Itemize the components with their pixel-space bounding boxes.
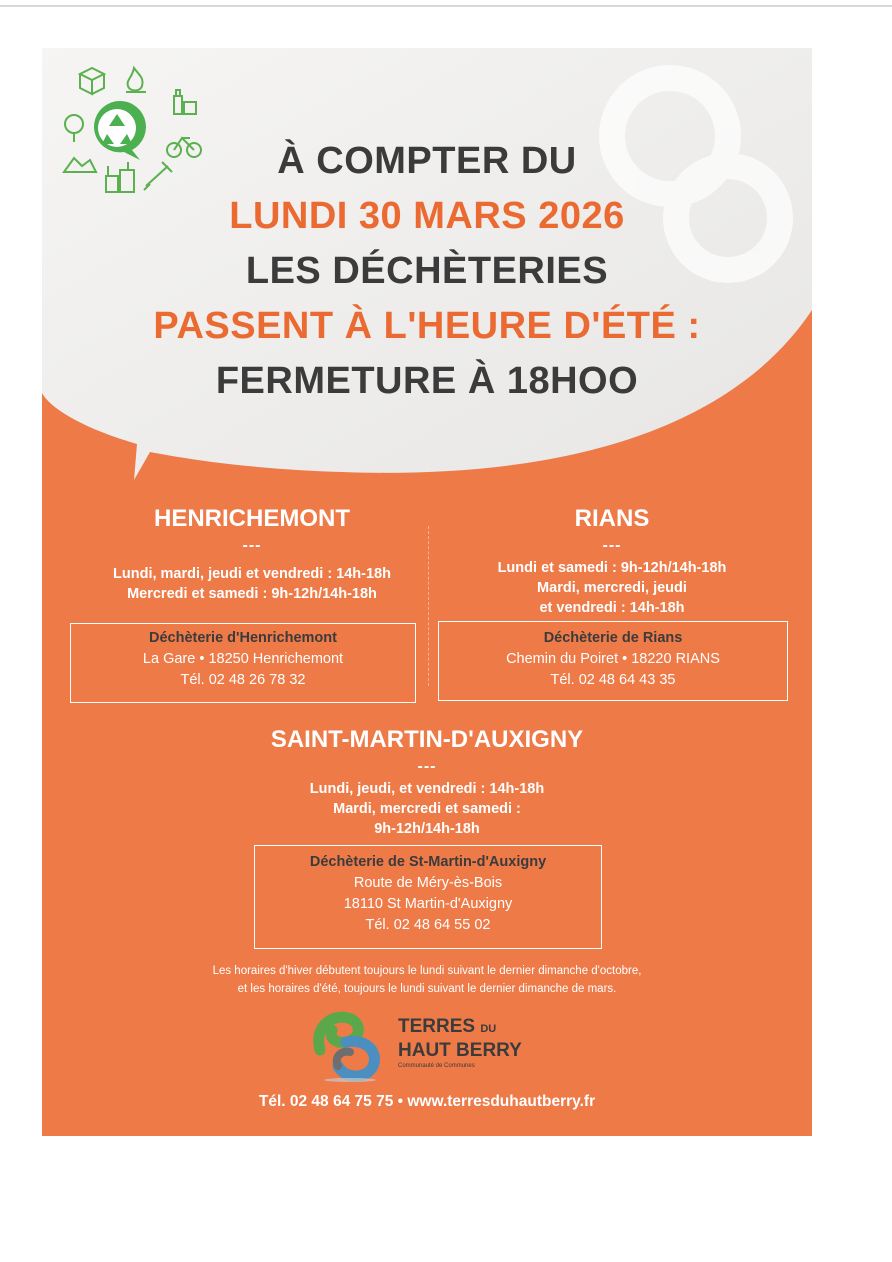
tree-icon (65, 115, 83, 142)
stmartin-address-line1: Route de Méry-ès-Bois (353, 875, 503, 891)
footer-contact: Tél. 02 48 64 75 75 • www.terresduhautberry.fr (258, 1093, 596, 1110)
schedule-note-line1: Les horaires d'hiver débutent toujours le lundi suivant le dernier dimanche d'octobre, (212, 965, 642, 977)
rians-dash: --- (602, 537, 622, 554)
logo-line2: HAUT BERRY (398, 1040, 522, 1061)
rians-address-box (438, 621, 788, 701)
box-icon (80, 68, 104, 94)
headline-closing: FERMETURE À 18HOO (215, 360, 639, 402)
rians-hours-line2: Mardi, mercredi, jeudi (537, 580, 687, 596)
bottle-icon (174, 90, 196, 114)
headline-line3: LES DÉCHÈTERIES (245, 250, 609, 292)
headline-line1: À COMPTER DU (277, 140, 577, 182)
stmartin-address-line2: 18110 St Martin-d'Auxigny (343, 896, 513, 912)
rians-address: Chemin du Poiret • 18220 RIANS (506, 651, 720, 667)
henrichemont-address: La Gare • 18250 Henrichemont (142, 651, 344, 667)
rians-title: RIANS (574, 505, 650, 532)
logo-subtitle: Communauté de Communes (398, 1063, 475, 1069)
henrichemont-title: HENRICHEMONT (154, 505, 350, 532)
rians-hours-line3: et vendredi : 14h-18h (539, 600, 685, 616)
stmartin-hours-line3: 9h-12h/14h-18h (374, 821, 480, 837)
stmartin-dash: --- (417, 758, 437, 775)
rians-hours-line1: Lundi et samedi : 9h-12h/14h-18h (497, 560, 727, 576)
headline-line4: PASSENT À L'HEURE D'ÉTÉ : (153, 305, 701, 347)
column-divider (428, 526, 429, 686)
logo-du: DU (480, 1023, 497, 1035)
logo-wordmark (398, 1016, 522, 1061)
henrichemont-address-box (70, 623, 416, 703)
stmartin-hours (42, 779, 812, 839)
waste-icons (62, 62, 222, 207)
henrichemont-hours-line1: Lundi, mardi, jeudi et vendredi : 14h-18h (113, 566, 391, 582)
rians-site-name: Déchèterie de Rians (543, 630, 683, 646)
henrichemont-dash: --- (242, 537, 262, 554)
stmartin-hours-line2: Mardi, mercredi et samedi : (333, 801, 521, 817)
schedule-note (42, 962, 812, 998)
stmartin-title: SAINT-MARTIN-D'AUXIGNY (270, 726, 584, 753)
terres-du-haut-berry-logo-icon (310, 1010, 390, 1084)
henrichemont-site-name: Déchèterie d'Henrichemont (149, 630, 337, 646)
schedule-note-line2: et les horaires d'été, toujours le lundi suivant le dernier dimanche de mars. (237, 983, 617, 995)
stmartin-site-name: Déchèterie de St-Martin-d'Auxigny (309, 854, 547, 870)
poster (42, 48, 812, 1136)
rians-hours (442, 558, 782, 618)
stmartin-hours-line1: Lundi, jeudi, et vendredi : 14h-18h (309, 781, 545, 797)
scan-top-line (0, 5, 892, 7)
henrichemont-phone: Tél. 02 48 26 78 32 (180, 672, 306, 688)
stmartin-phone: Tél. 02 48 64 55 02 (365, 917, 491, 933)
logo-line1: TERRES (398, 1016, 476, 1037)
headline-date: LUNDI 30 MARS 2026 (229, 195, 625, 237)
stmartin-address-box (254, 845, 602, 949)
henrichemont-hours (62, 564, 442, 604)
fire-icon (126, 68, 146, 92)
rians-phone: Tél. 02 48 64 43 35 (550, 672, 676, 688)
henrichemont-hours-line2: Mercredi et samedi : 9h-12h/14h-18h (127, 586, 377, 602)
